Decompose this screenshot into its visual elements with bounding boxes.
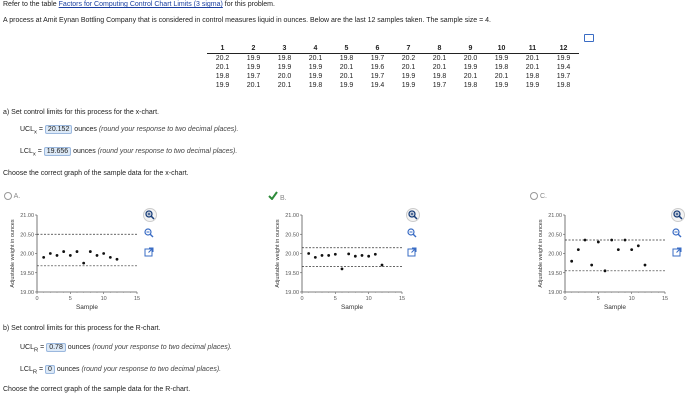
table-cell: 19.8 [308, 82, 323, 89]
sample-header: 12 [548, 44, 579, 54]
r-ucl-row: $UCL_R = 0.78$ ounces (round your response to two decimal places). [20, 344, 233, 354]
table-cell: 19.4 [370, 82, 385, 89]
data-point [341, 268, 344, 271]
table-cell: 20.1 [277, 82, 292, 89]
data-point [381, 264, 384, 267]
xbar-lcl-input[interactable]: 19.656 [44, 147, 71, 156]
y-tick-label: 21.00 [548, 213, 562, 219]
table-cell: 19.7 [370, 55, 385, 62]
x-tick-label: 15 [398, 296, 406, 302]
option-a-label: A. [13, 192, 21, 200]
r-choose-prompt: Choose the correct graph of the sample data for the R-chart. [3, 386, 191, 393]
y-axis-label: Adjustable weight in ounces [275, 219, 281, 288]
ucl-label: UCL [20, 344, 35, 351]
table-cell: 19.9 [556, 55, 571, 62]
y-tick-label: 19.50 [548, 270, 562, 277]
data-point [96, 254, 99, 257]
option-a[interactable] [4, 192, 20, 200]
ucl-note: (round your response to two decimal places). [92, 344, 233, 351]
problem-statement: A process at Amit Eynan Bottling Company that is considered in control measures liquid in ounces. Below are the last 12 samples taken. The sample size = 4. [3, 17, 491, 24]
table-cell: 19.9 [463, 64, 478, 71]
sample-header: 4 [300, 44, 331, 54]
table-cell: 19.9 [494, 82, 509, 89]
table-cell: 20.1 [432, 64, 447, 71]
x-tick-label: 15 [661, 296, 669, 302]
x-tick-label: 5 [596, 296, 600, 302]
sample-header: 2 [238, 44, 269, 54]
ucl-label: UCL [20, 126, 35, 133]
checkmark-icon [268, 195, 280, 202]
y-tick-label: 20.00 [548, 251, 562, 258]
x-tick-label: 5 [333, 296, 337, 302]
sample-header: 6 [362, 44, 393, 54]
lcl-unit: ounces [73, 148, 96, 155]
data-point [327, 254, 330, 257]
y-tick-label: 20.50 [285, 232, 299, 239]
data-point [116, 258, 119, 261]
part-b-title: b) Set control limits for this process for the R-chart. [3, 325, 161, 332]
data-point [314, 256, 317, 259]
y-tick-label: 19.50 [285, 270, 299, 277]
sample-header: 1 [207, 44, 238, 54]
table-cell: 19.9 [308, 73, 323, 80]
option-c-radio[interactable] [530, 192, 538, 200]
data-point [49, 252, 52, 255]
table-cell: 20.1 [494, 73, 509, 80]
table-cell: 19.8 [556, 82, 571, 89]
table-cell: 19.8 [215, 73, 230, 80]
data-point [102, 252, 105, 255]
x-tick-label: 0 [300, 296, 304, 302]
factors-table-link[interactable]: Factors for Computing Control Chart Limits (3 sigma) [58, 1, 223, 8]
reference-prefix: Refer to the table [3, 1, 59, 8]
table-cell: 19.9 [494, 55, 509, 62]
table-cell: 20.1 [215, 64, 230, 71]
y-tick-label: 19.00 [20, 290, 34, 296]
popout-icon[interactable] [671, 246, 683, 258]
zoom-out-icon[interactable] [671, 227, 683, 239]
table-cell: 19.9 [308, 64, 323, 71]
table-cell: 20.1 [401, 64, 416, 71]
ucl-subscript: x [34, 129, 37, 136]
data-point [637, 244, 640, 247]
xbar-chart-option-b [265, 205, 410, 315]
data-point [42, 256, 45, 259]
ucl-note: (round your response to two decimal places). [98, 126, 239, 133]
table-row [207, 54, 579, 64]
sample-header: 5 [331, 44, 362, 54]
lcl-subscript: R [32, 369, 38, 376]
table-cell: 19.7 [370, 73, 385, 80]
table-cell: 19.9 [401, 82, 416, 89]
table-cell: 19.9 [401, 73, 416, 80]
zoom-in-icon[interactable] [671, 208, 685, 222]
data-point [347, 252, 350, 255]
sample-header: 3 [269, 44, 300, 54]
data-point [307, 252, 310, 255]
data-point [82, 262, 85, 265]
option-b[interactable] [268, 191, 287, 202]
y-tick-label: 20.50 [20, 232, 34, 239]
option-a-radio[interactable] [4, 192, 12, 200]
data-point [630, 248, 633, 251]
data-point [577, 248, 580, 251]
popout-icon[interactable] [406, 246, 418, 258]
x-tick-label: 10 [100, 296, 107, 302]
y-tick-label: 19.50 [20, 270, 34, 277]
data-point [644, 264, 647, 267]
table-cell: 19.9 [215, 82, 230, 89]
table-cell: 19.7 [246, 73, 261, 80]
reference-line [3, 1, 275, 8]
data-point [62, 250, 65, 253]
option-c-label: C. [539, 192, 547, 200]
table-cell: 19.9 [246, 55, 261, 62]
lcl-unit: ounces [56, 366, 80, 373]
table-cell: 20.1 [246, 82, 261, 89]
y-axis-label: Adjustable weight in ounces [538, 219, 544, 288]
table-cell: 19.9 [339, 82, 354, 89]
sample-header: 8 [424, 44, 455, 54]
y-tick-label: 19.00 [548, 290, 562, 296]
table-cell: 19.8 [339, 55, 354, 62]
data-point [361, 254, 364, 257]
r-lcl-input[interactable]: 0 [45, 365, 55, 374]
table-cell: 19.8 [432, 73, 447, 80]
lcl-note: (round your response to two decimal places). [97, 148, 238, 155]
y-tick-label: 20.50 [548, 232, 562, 239]
samples-table [207, 44, 579, 90]
table-cell: 19.8 [463, 82, 478, 89]
data-point [76, 250, 79, 253]
ucl-subscript: R [34, 347, 39, 354]
table-cell: 19.4 [556, 64, 571, 71]
sample-header: 9 [455, 44, 486, 54]
data-point [89, 250, 92, 253]
part-a-title: a) Set control limits for this process for the x-chart. [3, 109, 159, 116]
x-tick-label: 15 [133, 296, 141, 302]
table-expand-icon[interactable] [584, 34, 594, 42]
table-cell: 20.0 [277, 73, 292, 80]
y-tick-label: 21.00 [20, 213, 34, 219]
x-tick-label: 10 [628, 296, 635, 302]
x-tick-label: 5 [68, 296, 72, 302]
lcl-subscript: x [32, 151, 36, 158]
samples-table-header [207, 44, 579, 54]
x-axis-label: Sample [603, 304, 627, 311]
table-cell: 20.1 [339, 64, 354, 71]
ucl-unit: ounces [67, 344, 91, 351]
data-point [56, 254, 59, 257]
data-point [334, 253, 337, 256]
data-point [374, 253, 377, 256]
data-point [321, 254, 324, 257]
table-cell: 20.1 [308, 55, 323, 62]
xbar-choose-prompt: Choose the correct graph of the sample data for the x-chart. [3, 170, 189, 177]
xbar-lcl-row: $LCL_x = 19.656$ ounces (round your response to two decimal places). [20, 148, 238, 158]
table-row [207, 81, 579, 90]
table-cell: 19.9 [277, 64, 292, 71]
table-cell: 19.7 [556, 73, 571, 80]
y-tick-label: 19.00 [285, 290, 299, 296]
data-point [624, 239, 627, 242]
data-point [590, 264, 593, 267]
table-row [207, 72, 579, 81]
x-tick-label: 0 [35, 296, 39, 302]
xbar-ucl-row: $UCL_x = 20.152$ ounces (round your response to two decimal places). [20, 126, 239, 136]
table-cell: 20.2 [215, 55, 230, 62]
data-point [597, 241, 600, 244]
lcl-label: LCL [20, 148, 33, 155]
xbar-chart-option-a [0, 205, 145, 315]
data-point [617, 248, 620, 251]
data-point [69, 254, 72, 257]
sample-header: 10 [486, 44, 517, 54]
data-point [604, 269, 607, 272]
ucl-unit: ounces [74, 126, 97, 133]
zoom-out-icon[interactable] [406, 227, 418, 239]
zoom-in-icon[interactable] [143, 208, 157, 222]
reference-suffix: for this problem. [222, 1, 275, 8]
zoom-out-icon[interactable] [143, 227, 155, 239]
table-cell: 19.8 [494, 64, 509, 71]
xbar-chart-option-c [528, 205, 673, 315]
data-point [570, 260, 573, 263]
table-cell: 19.7 [432, 82, 447, 89]
table-cell: 20.1 [525, 55, 540, 62]
table-cell: 19.9 [525, 82, 540, 89]
lcl-note: (round your response to two decimal places). [81, 366, 222, 373]
table-cell: 20.1 [525, 64, 540, 71]
x-tick-label: 10 [365, 296, 372, 302]
y-tick-label: 20.00 [20, 251, 34, 258]
table-cell: 20.1 [432, 55, 447, 62]
popout-icon[interactable] [143, 246, 155, 258]
data-point [354, 255, 357, 258]
table-cell: 20.1 [463, 73, 478, 80]
option-b-label: B. [279, 195, 287, 202]
table-cell: 20.1 [339, 73, 354, 80]
table-row [207, 63, 579, 72]
table-cell: 20.0 [463, 55, 478, 62]
y-tick-label: 21.00 [285, 213, 299, 219]
xbar-ucl-input[interactable]: 20.152 [45, 125, 72, 134]
data-point [584, 239, 587, 242]
table-cell: 20.2 [401, 55, 416, 62]
y-tick-label: 20.00 [285, 251, 299, 258]
data-point [109, 256, 112, 259]
data-point [367, 255, 370, 258]
zoom-in-icon[interactable] [406, 208, 420, 222]
r-lcl-row: $LCL_R = 0$ ounces (round your response to two decimal places). [20, 366, 222, 376]
r-ucl-input[interactable]: 0.78 [46, 343, 66, 352]
table-cell: 19.8 [525, 73, 540, 80]
sample-header: 7 [393, 44, 424, 54]
table-cell: 19.8 [277, 55, 292, 62]
option-c[interactable] [530, 192, 547, 200]
sample-header: 11 [517, 44, 548, 54]
x-tick-label: 0 [563, 296, 567, 302]
lcl-label: LCL [20, 366, 33, 373]
y-axis-label: Adjustable weight in ounces [10, 219, 16, 288]
data-point [610, 239, 613, 242]
table-cell: 19.9 [246, 64, 261, 71]
x-axis-label: Sample [340, 304, 364, 311]
x-axis-label: Sample [75, 304, 99, 311]
table-cell: 19.6 [370, 64, 385, 71]
